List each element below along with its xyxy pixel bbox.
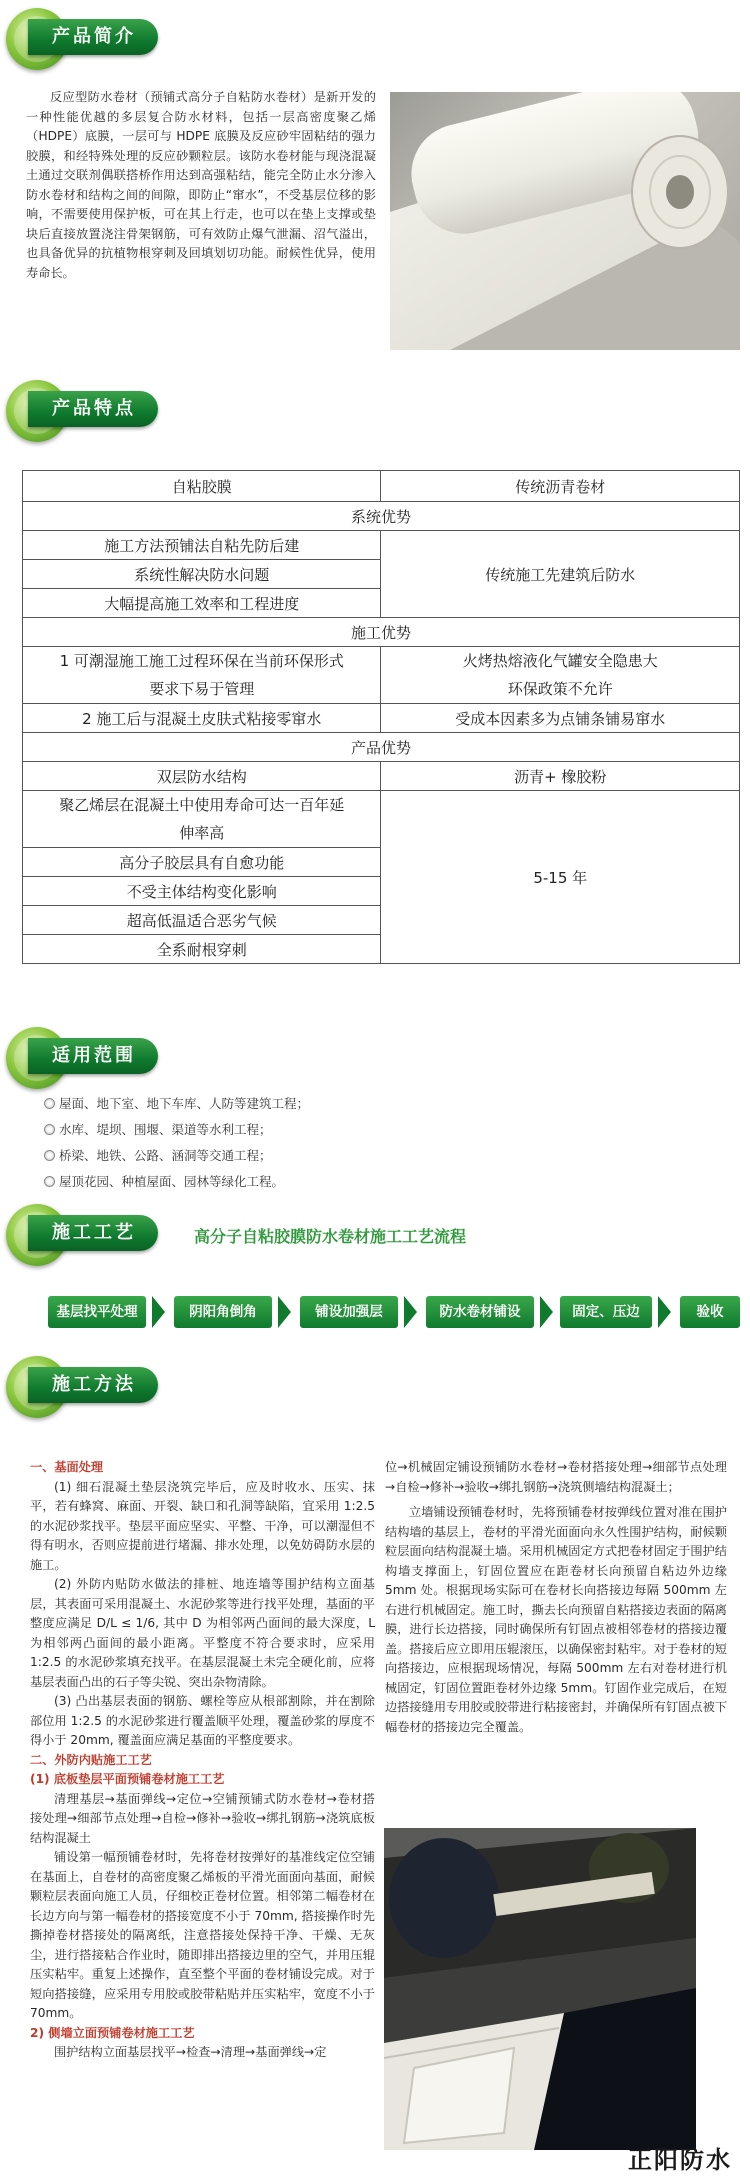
list-item [44, 1117, 309, 1143]
method-paragraph: (2) 外防内贴防水做法的排桩、地连墙等围护结构立面基层，其表面可采用混凝土、水泥砂浆等进行找平处理，基面的平整度应满足 D/L ≤ 1/6, 其中 D 为相邻两凸面间的最大深度，L 为相邻两凸面间的最小距离。平整度不符合要求时，应采用 1:2.5 的水泥砂浆填充找平。在基层混凝土未完全硬化前，应将基层表面凸出的石子等尖锐、突出杂物清除。 [30, 1577, 375, 1689]
arrow-right-icon [658, 1296, 671, 1328]
table-row [23, 502, 740, 531]
table-row [23, 647, 740, 704]
list-item [44, 1091, 309, 1117]
method-heading-inner: 二、外防内贴施工工艺 [30, 1752, 152, 1767]
table-cell: 不受主体结构变化影响 [23, 877, 381, 906]
construction-site-photo [384, 1828, 696, 2150]
method-subheading-wall: 2) 侧墙立面预铺卷材施工工艺 [30, 2025, 195, 2040]
scope-item-text: 屋面、地下室、地下车库、人防等建筑工程； [59, 1096, 310, 1111]
craft-flow-title: 高分子自粘胶膜防水卷材施工工艺流程 [194, 1227, 467, 1246]
table-cell: 超高低温适合恶劣气候 [23, 906, 381, 935]
scope-item-text: 水库、堤坝、围堰、渠道等水利工程； [59, 1122, 272, 1137]
table-cell-line: 要求下易于管理 [149, 680, 255, 698]
scope-list [44, 1091, 309, 1195]
table-cell: 传统施工先建筑后防水 [381, 531, 740, 618]
table-head-left: 自粘胶膜 [23, 471, 381, 502]
section-badge-features [6, 380, 166, 442]
product-roll-photo [390, 92, 740, 350]
arrow-right-icon [152, 1296, 165, 1328]
table-cell: 大幅提高施工效率和工程进度 [23, 589, 381, 618]
arrow-right-icon [540, 1296, 553, 1328]
table-cell: 5-15 年 [381, 791, 740, 964]
table-head-right: 传统沥青卷材 [381, 471, 740, 502]
table-row [23, 704, 740, 733]
method-paragraph: (1) 细石混凝土垫层浇筑完毕后，应及时收水、压实、抹平，若有蜂窝、麻面、开裂、缺口和孔洞等缺陷，宜采用 1:2.5 的水泥砂浆找平。垫层平面应坚实、平整、干净，可以潮湿但不得有明水，否则应提前进行堵漏、排水处理，以免妨碍防水层的施工。 [30, 1479, 375, 1572]
table-cell: 高分子胶层具有自愈功能 [23, 848, 381, 877]
flow-step: 阴阳角倒角 [174, 1296, 272, 1328]
arrow-right-icon [278, 1296, 291, 1328]
section-title-craft: 施工工艺 [28, 1215, 158, 1251]
flow-step: 固定、压边 [560, 1296, 652, 1328]
method-paragraph: 立墙铺设预铺卷材时，先将预铺卷材按弹线位置对准在围护结构墙的基层上，卷材的平滑光面面向永久性围护结构，耐候颗粒层面向结构混凝土墙。采用机械固定方式把卷材固定于围护结构墙支撑面上，钉固位置应在距卷材长向预留自粘边外边缘 5mm 处。根据现场实际可在卷材长向搭接边每隔 500mm 左右进行机械固定。施工时，撕去长向预留自粘搭接边表面的隔离膜，进行长边搭接，同时确保所有钉固点被相邻卷材的搭接边覆盖。搭接后应立即用压辊滚压，以确保密封粘牢。对于卷材的短向搭接边，应根据现场情况，每隔 500mm 左右对卷材进行机械固定，钉固位置距卷材外边缘 5mm。钉固作业完成后，在短边搭接缝用专用胶或胶带进行粘接密封，并确保所有钉固点被下幅卷材的搭接边完全覆盖。 [385, 1505, 727, 1734]
table-cell [23, 647, 381, 704]
bullet-icon [44, 1098, 55, 1109]
section-title-method: 施工方法 [28, 1367, 158, 1403]
method-left-column [30, 1458, 375, 2063]
section-badge-scope [6, 1027, 166, 1089]
section-badge-craft [6, 1204, 166, 1266]
table-row [23, 762, 740, 791]
table-group-product: 产品优势 [23, 733, 740, 762]
table-cell: 全系耐根穿刺 [23, 935, 381, 964]
method-paragraph: 位→机械固定铺设预铺防水卷材→卷材搭接处理→细部节点处理→自检→修补→验收→绑扎钢筋→浇筑侧墙结构混凝土； [385, 1460, 727, 1494]
section-title-intro: 产品简介 [28, 19, 158, 55]
table-cell [381, 647, 740, 704]
scope-item-text: 屋顶花园、种植屋面、园林等绿化工程。 [59, 1174, 285, 1189]
table-cell-line: 火烤热熔液化气罐安全隐患大 [462, 652, 658, 670]
bullet-icon [44, 1124, 55, 1135]
table-cell: 2 施工后与混凝土皮肤式粘接零窜水 [23, 704, 381, 733]
scope-item-text: 桥梁、地铁、公路、涵洞等交通工程； [59, 1148, 272, 1163]
list-item [44, 1169, 309, 1195]
bullet-icon [44, 1150, 55, 1161]
method-paragraph: 围护结构立面基层找平→检查→清理→基面弹线→定 [54, 2045, 327, 2059]
method-paragraph: (3) 凸出基层表面的钢筋、螺栓等应从根部割除，并在割除部位用 1:2.5 的水泥砂浆进行覆盖顺平处理，覆盖砂浆的厚度不得小于 20mm, 覆盖面应满足基面的平整度要求。 [30, 1694, 375, 1747]
features-table [22, 470, 740, 964]
flow-step: 基层找平处理 [48, 1296, 146, 1328]
table-group-construction: 施工优势 [23, 618, 740, 647]
table-row [23, 471, 740, 502]
list-item [44, 1143, 309, 1169]
table-row [23, 733, 740, 762]
intro-text: 反应型防水卷材（预铺式高分子自粘防水卷材）是新开发的一种性能优越的多层复合防水材料，包括一层高密度聚乙烯（HDPE）底膜，一层可与 HDPE 底膜及反应砂牢固粘结的强力胶膜，和经特殊处理的反应砂颗粒层。该防水卷材能与现浇混凝土通过交联剂偶联搭桥作用达到高强粘结，能完全防止水分渗入防水卷材和结构之间的间隙，即防止“窜水”，不受基层位移的影响，不需要使用保护板，可在其上行走，也可以在垫上支撑或垫块后直接放置浇注骨架钢筋，可有效防止爆气泄漏、沼气溢出，也具备优异的抗植物根穿刺及回填划切功能。耐候性优异，使用寿命长。 [26, 90, 376, 280]
method-paragraph: 铺设第一幅预铺卷材时，先将卷材按弹好的基准线定位空铺在基面上，自卷材的高密度聚乙烯板的平滑光面面向基面，耐候颗粒层表面向施工人员，仔细校正卷材位置。相邻第二幅卷材在长边方向与第一幅卷材的搭接宽度不小于 70mm, 搭接操作时先撕掉卷材搭接处的隔离纸，注意搭接处保持干净、干燥、无灰尘，进行搭接粘合作业时，随即排出搭接边里的空气，并用压辊压实粘牢。重复上述操作，直至整个平面的卷材铺设完成。对于短向搭接缝，应采用专用胶或胶带粘贴并压实粘牢，宽度不小于 70mm。 [30, 1850, 375, 2020]
table-cell: 沥青+ 橡胶粉 [381, 762, 740, 791]
table-cell: 系统性解决防水问题 [23, 560, 381, 589]
method-subheading-floor: (1) 底板垫层平面预铺卷材施工工艺 [30, 1772, 225, 1786]
table-row [23, 791, 740, 848]
table-cell: 受成本因素多为点铺条铺易窜水 [381, 704, 740, 733]
table-cell-line: 1 可潮湿施工施工过程环保在当前环保形式 [59, 652, 344, 670]
method-paragraph: 清理基层→基面弹线→定位→空铺预铺式防水卷材→卷材搭接处理→细部节点处理→自检→修补→验收→绑扎钢筋→浇筑底板结构混凝土 [30, 1791, 375, 1845]
table-cell-line: 聚乙烯层在混凝土中使用寿命可达一百年延 [59, 796, 345, 814]
table-cell [23, 791, 381, 848]
section-title-scope: 适用范围 [28, 1038, 158, 1074]
table-cell-line: 环保政策不允许 [507, 680, 613, 698]
method-heading-base: 一、基面处理 [30, 1460, 104, 1474]
method-right-column [385, 1458, 727, 1737]
section-title-features: 产品特点 [28, 391, 158, 427]
watermark-text: 正阳防水 [628, 2146, 732, 2174]
flow-step: 铺设加强层 [300, 1296, 398, 1328]
section-badge-method [6, 1356, 166, 1418]
section-badge-intro [6, 8, 166, 70]
table-row [23, 531, 740, 560]
bullet-icon [44, 1176, 55, 1187]
arrow-right-icon [404, 1296, 417, 1328]
table-group-system: 系统优势 [23, 502, 740, 531]
flow-step: 防水卷材铺设 [426, 1296, 534, 1328]
table-row [23, 618, 740, 647]
table-cell-line: 伸率高 [179, 824, 225, 842]
flow-step: 验收 [680, 1296, 740, 1328]
table-cell: 双层防水结构 [23, 762, 381, 791]
table-cell: 施工方法预铺法自粘先防后建 [23, 531, 381, 560]
